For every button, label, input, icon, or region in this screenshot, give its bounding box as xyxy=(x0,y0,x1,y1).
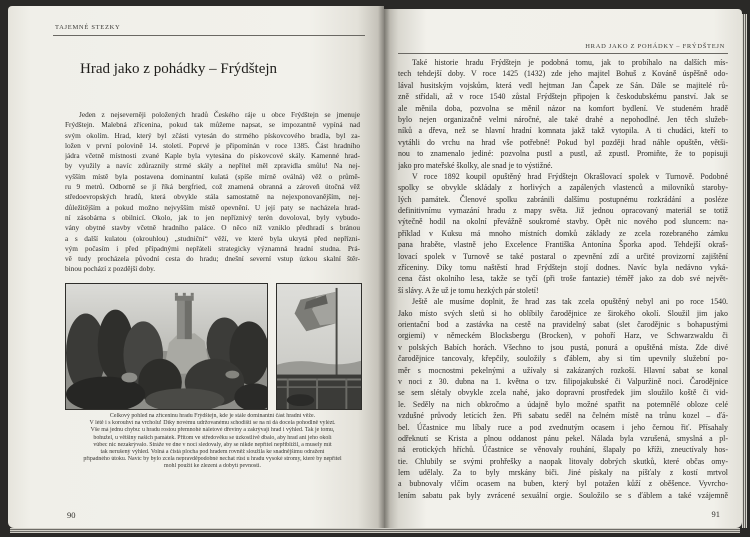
body-text-line: ná erotických hříchů. Účastnice se věnovaly rouhání, šlapaly po kříži, zneuctívaly hos- xyxy=(398,445,728,455)
body-text-line: definitivnímu vymazání hradu z mapy světa. Již jednou opracovaný materiál se totiž xyxy=(398,206,728,216)
body-text-line: by využily a navíc zdůraznily strmé skály a nepřítel měl zpravidla smůlu! Na nej- xyxy=(65,161,360,171)
body-text-line: vytáhli do vrchu na hrad vše potřebné! Pokud byl později hrad náhle opuštěn, větši- xyxy=(398,137,728,147)
body-text-line: cena část okolního lesa, takže se tyčí (při troše fantazie) téměř jako za dob své největ- xyxy=(398,274,728,284)
header-rule xyxy=(398,53,728,54)
body-text-line: ru 9 metrů. Odborně se jí říká bergfried, což znamená obranná a zároveň útočná věž xyxy=(65,182,360,192)
body-text-line: výtečně hodil na okolní převážně soukromé stavby. Opět nic nového pod sluncem: na- xyxy=(398,217,728,227)
body-text-line: lával husitským vojskům, která vedl hejtman Jan Čapek ze Sán. Dále se majitelé rů- xyxy=(398,80,728,90)
body-text-line: v noci z 30. dubna na 1. května o tzv. filipojakubské či Valpuržině noci. Čarodějnice xyxy=(398,376,728,386)
body-text-line: bylo nejen organizačně velmi náročné, ale také drahé a nepohodlné. Jen těch služeb- xyxy=(398,114,728,124)
left-page xyxy=(8,6,384,528)
body-text-line: Jeden z nejseverněji položených hradů Českého ráje u obce Frýdštejn se jmenuje xyxy=(79,110,360,119)
body-text-line: nou to znamenalo jediné: pozvolna pustl a pustl, až zpustl. Promiňte, že to popisuji xyxy=(398,149,728,159)
body-text-line: a bubnovaly vlčím ocasem na buben, který byl potažen kůží z oběšence. Vyvrcho- xyxy=(398,479,728,489)
caption-line: V létě i s korouhví na vrcholu! Díky novému udržovanému schodišti se na ni dá docela pohodlně vylézt. xyxy=(89,420,336,427)
body-text-line: tech tehdejší doby. V roce 1425 (1432) zde jeho majitel Bohuš z Kováně úspěšně odo- xyxy=(398,69,728,79)
body-text-line: důležitějším a pokud možno nejvyšším místě opevnění. U její paty se nacházela hrad- xyxy=(65,202,360,212)
page-number: 90 xyxy=(67,510,76,520)
body-text-line: le. Seděly na nich obkročmo a údajně bylo možné spatřit na potemnělé obloze celé xyxy=(398,399,728,409)
body-text-line: zříceniny. Díky tomu naštěstí hrad Frýdštejn stojí dodnes. Navíc byla nedávno vyká- xyxy=(398,263,728,273)
body-text-line: vzdušné průvody letících žen. Při sabatu seděl na čelném místě na trůnu kozel – ďá- xyxy=(398,411,728,421)
body-text-line: měr s mocnostmi pekelnými a užívaly si zakázaných rozkoší. Hlavní sabat se konal xyxy=(398,365,728,375)
body-text-line: vě tudy procházela původní cesta do hradu; dnešní severní vstup úzkou skalní štěr- xyxy=(65,254,360,264)
body-text-line: středoevropských hradů, která obvykle stála samostatně na nejexponovanějším, nej- xyxy=(65,192,360,202)
caption-line: vůbec nic nezakrývalo. Stráže ve dne v noci sledovaly, aby se nikde nepřítel nepřiblížil, a musely mít xyxy=(93,441,332,448)
body-text-line: ale měnila doba, pozvolna se měnil názor na komfort bydlení. Ve studeném hradě xyxy=(398,103,728,113)
caption-line: Vše má jednu chybu: u hradu rostou přemnohé náletové dřeviny a zakrývají hrad i výhled. Tak je tomu, xyxy=(90,427,335,434)
body-text-line: lovací spolek v Turnově se také postaral o zpevnění zdí a určité provizorní zajištění xyxy=(398,251,728,261)
caption-line: mohl použít ke zlezení a dobytí pevnosti. xyxy=(163,463,261,470)
body-text-line: jádra včetně místnosti zvané Kaple byla vytesána do pískovcové skály. Kamenné hrad- xyxy=(65,151,360,161)
caption-line: Celkový pohled na zříceninu hradu Frýdštejn, kde je stále dominantní část hradní věže. xyxy=(109,413,316,419)
body-text xyxy=(65,110,360,275)
right-page xyxy=(384,9,742,528)
body-text-line: lením sabatu pak byly zvrácené sexuální orgie. Souložilo se s ďáblem a také vzájemně xyxy=(398,490,728,500)
body-text-line: bel. Účastnice mu líbaly ruce a pod zvednutým ocasem i jeho černou řiť. Přísahaly xyxy=(398,422,728,432)
body-text-line: Také historie hradu Frýdštejn je podobná tomu, jak to probíhalo na dalších mís- xyxy=(412,58,728,67)
body-text-line: příklad v Kuksu má mnoho místních domků základy ze zcela rozebraného zámku xyxy=(398,228,728,238)
body-text-line: lem udělaly. Za to byly mrskány biči. Jiné pískaly na píšťaly z kostí mrtvol xyxy=(398,468,728,478)
body-text-line: níků a dřeva, než se hlavní hradní komnata jakž takž vytopila. A ti chudáci, kteří to xyxy=(398,126,728,136)
page-number: 91 xyxy=(711,509,720,519)
chapter-title: Hrad jako z pohádky – Frýdštejn xyxy=(80,61,278,77)
body-text-line: spolky se obvykle skládaly z horlivých a zapálených vlastenců a milovníků staroby- xyxy=(398,183,728,193)
body-text-line: orientační bod a zastávka na cestě na pravidelný sabat (slet čarodějnic s bohapustými xyxy=(398,319,728,329)
body-text-line: v polských Babích horách. Všechno to jsou pustá, ponurá a opuštěná místa. Zde divé xyxy=(398,342,728,352)
body-text-line: Jako místo svých sletů si ho oblíbily čarodějnice ze širokého okolí. Sloužil jim jako xyxy=(398,308,728,318)
body-text-line: Ještě ale musíme doplnit, že hrad zas tak zcela opuštěný nebyl ani po roce 1540. xyxy=(412,297,728,307)
page-stack-edge xyxy=(10,528,740,533)
header-rule xyxy=(53,35,365,36)
body-text-line: se sem slétaly obvykle zcela nahé, jako dopravní prostředek jim sloužilo koště či vid- xyxy=(398,388,728,398)
body-text-line: pana hraběte, vlastně jeho Excelence Františka Antonína Šporka apod. Tehdejší okraš- xyxy=(398,240,728,250)
caption-line: bohužel, u většiny našich památek. Přitom ve středověku se úzkostlivě dbalo, aby hrad ani jeho okolí xyxy=(93,434,332,441)
body-text-line: ší slávy. A že už je tomu hezkých pár století! xyxy=(398,285,539,295)
body-text-line: odřeknutí se Krista a plnou oddanost pánu pekel. Nálada byla vzrušená, smyslná a pl- xyxy=(398,433,728,443)
page-stack-edge xyxy=(742,14,747,528)
body-text-line: ložen v první polovině 14. století. Poprvé je připomínán v roce 1385. Část hradního xyxy=(65,140,360,150)
body-text xyxy=(398,57,728,501)
body-text-line: orgiemi) v německém Blocksbergu (Brocken), v pohoří Harz, ve Schwarzwaldu či xyxy=(398,331,728,341)
body-text-line: ní zásobárna s obilnicí. Okolo, jak to jen nepříznivý terén dovoloval, byly vybudo- xyxy=(65,212,360,222)
body-text-line: zně střídali, až v roce 1540 zůstal Frýdštejn připojen k českodubskému panství. Jak se xyxy=(398,92,728,102)
body-text-line: svým okolím. Hrad, který byl zčásti vytesán do strmého pískovcového bradla, byl za- xyxy=(65,130,360,140)
caption-line: případného útoku. Navíc by bylo zcela nepravděpodobné nechat růst u hradu vysoké stromy, které by nepřítel xyxy=(83,456,342,463)
body-text-line: tie. Chlubily se svými prohřešky a naopak litovaly dobrých skutků, které občas omy- xyxy=(398,456,728,466)
body-text-line: Frýdštejn. Malebná zřícenina, pokud tak můžeme napsat, se impozantně vypíná nad xyxy=(65,120,360,130)
book-gutter xyxy=(378,6,390,529)
body-text-line: lých památek. Členové spolku zabránili dalšímu postupnému rozkrádání a posléze xyxy=(398,194,728,204)
caption-line: tak nerušený výhled. Volná a čistá plocha pod hradem rovněž sloužila ke snadnějšímu odražení xyxy=(100,448,325,455)
body-text-line: V roce 1892 koupil opuštěný hrad Frýdštejn Okrašlovací spolek v Turnově. Podobné xyxy=(412,171,728,181)
body-text-line: jako pro mateřské školky, ale snad je to výstižné. xyxy=(398,160,553,170)
body-text-line: vány obytné stavby včetně hradního paláce. O něco níž vzniklo předhradí s bránou xyxy=(65,223,360,233)
body-text-line: a s další kulatou (okrouhlou) „studniční“ věží, ve které byla ukrytá před nepřízni- xyxy=(65,233,360,243)
tower-flag-photo xyxy=(276,283,362,410)
body-text-line: binou pochází z pozdější doby. xyxy=(65,264,156,274)
body-text-line: vým počasím i před případnými nepřáteli strategicky významná hradní studna. Prá- xyxy=(65,243,360,253)
body-text-line: čarodějnice tancovaly, křepčily, souložily s ďáblem, aby si tím upevnily služební po- xyxy=(398,354,728,364)
photo-caption xyxy=(65,413,360,471)
body-text-line: vyšším místě byla postavena dominantní kulatá (spíše mírně oválná) věž o průmě- xyxy=(65,171,360,181)
running-head: HRAD JAKO Z POHÁDKY – FRÝDŠTEJN xyxy=(585,43,725,50)
running-head: TAJEMNÉ STEZKY xyxy=(55,24,121,31)
castle-ruin-photo xyxy=(65,283,268,410)
